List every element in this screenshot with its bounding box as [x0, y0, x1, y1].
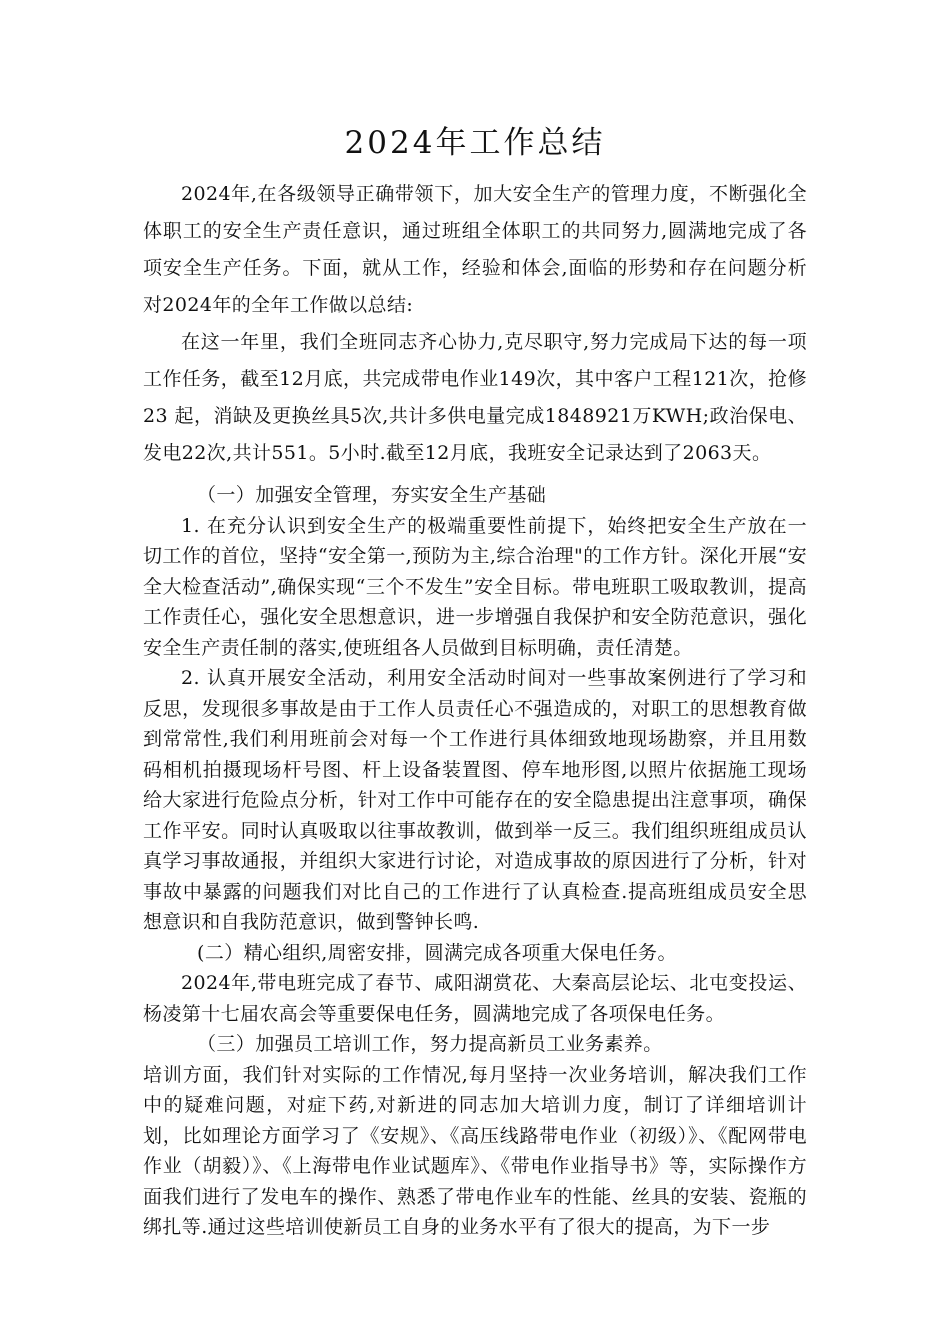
document-page — [143, 120, 807, 1243]
section-3-paragraph: 培训方面，我们针对实际的工作情况,每月坚持一次业务培训，解决我们工作中的疑难问题，对症下药,对新进的同志加大培训力度，制订了详细培训计划，比如理论方面学习了《安规》、《高压线路带电作业（初级）》、《配网带电作业（胡毅）》、《上海带电作业试题库》、《带电作业指导书》等，实际操作方面我们进行了发电车的操作、熟悉了带电作业车的性能、丝具的安装、瓷瓶的绑扎等.通过这些培训使新员工自身的业务水平有了很大的提高，为下一步 — [143, 1063, 807, 1238]
section-2-paragraph: 2024年,带电班完成了春节、咸阳湖赏花、大秦高层论坛、北屯变投运、杨凌第十七届农高会等重要保电任务，圆满地完成了各项保电任务。 — [143, 972, 807, 1025]
document-title: 2024年工作总结 — [344, 125, 606, 161]
section-heading-2: (二）精心组织,周密安排，圆满完成各项重大保电任务。 — [197, 941, 677, 964]
section-1-item-1: 1. 在充分认识到安全生产的极端重要性前提下，始终把安全生产放在一切工作的首位，坚持“安全第一,预防为主,综合治理"的工作方针。深化开展“安全大检查活动”,确保实现“三个不发生”安全目标。带电班职工吸取教训，提高工作责任心，强化安全思想意识，进一步增强自我保护和安全防范意识，强化安全生产责任制的落实,使班组各人员做到目标明确，责任清楚。 — [143, 514, 807, 659]
section-heading-1: （一）加强安全管理，夯实安全生产基础 — [197, 484, 547, 506]
intro-paragraph: 2024年,在各级领导正确带领下，加大安全生产的管理力度，不断强化全体职工的安全生产责任意识，通过班组全体职工的共同努力,圆满地完成了各项安全生产任务。下面，就从工作，经验和体会,面临的形势和存在问题分析对2024年的全年工作做以总结: — [143, 183, 807, 316]
section-heading-3: （三）加强员工培训工作，努力提高新员工业务素养。 — [197, 1033, 663, 1055]
summary-paragraph: 在这一年里，我们全班同志齐心协力,克尽职守,努力完成局下达的每一项工作任务，截至12月底，共完成带电作业149次，其中客户工程121次，抢修 23 起，消缺及更换丝具5次,共计多供电量完成1848921万KWH;政治保电、发电22次,共计551。5小时.截至12月底，我班安全记录达到了2063天。 — [143, 331, 807, 464]
section-1-item-2: 2. 认真开展安全活动，利用安全活动时间对一些事故案例进行了学习和反思，发现很多事故是由于工作人员责任心不强造成的，对职工的思想教育做到常常性,我们利用班前会对每一个工作进行具体细致地现场勘察，并且用数码相机拍摄现场杆号图、杆上设备装置图、停车地形图,以照片依据施工现场给大家进行危险点分析，针对工作中可能存在的安全隐患提出注意事项，确保工作平安。同时认真吸取以往事故教训，做到举一反三。我们组织班组成员认真学习事故通报，并组织大家进行讨论，对造成事故的原因进行了分析，针对事故中暴露的问题我们对比自己的工作进行了认真检查.提高班组成员安全思想意识和自我防范意识，做到警钟长鸣. — [143, 667, 807, 933]
